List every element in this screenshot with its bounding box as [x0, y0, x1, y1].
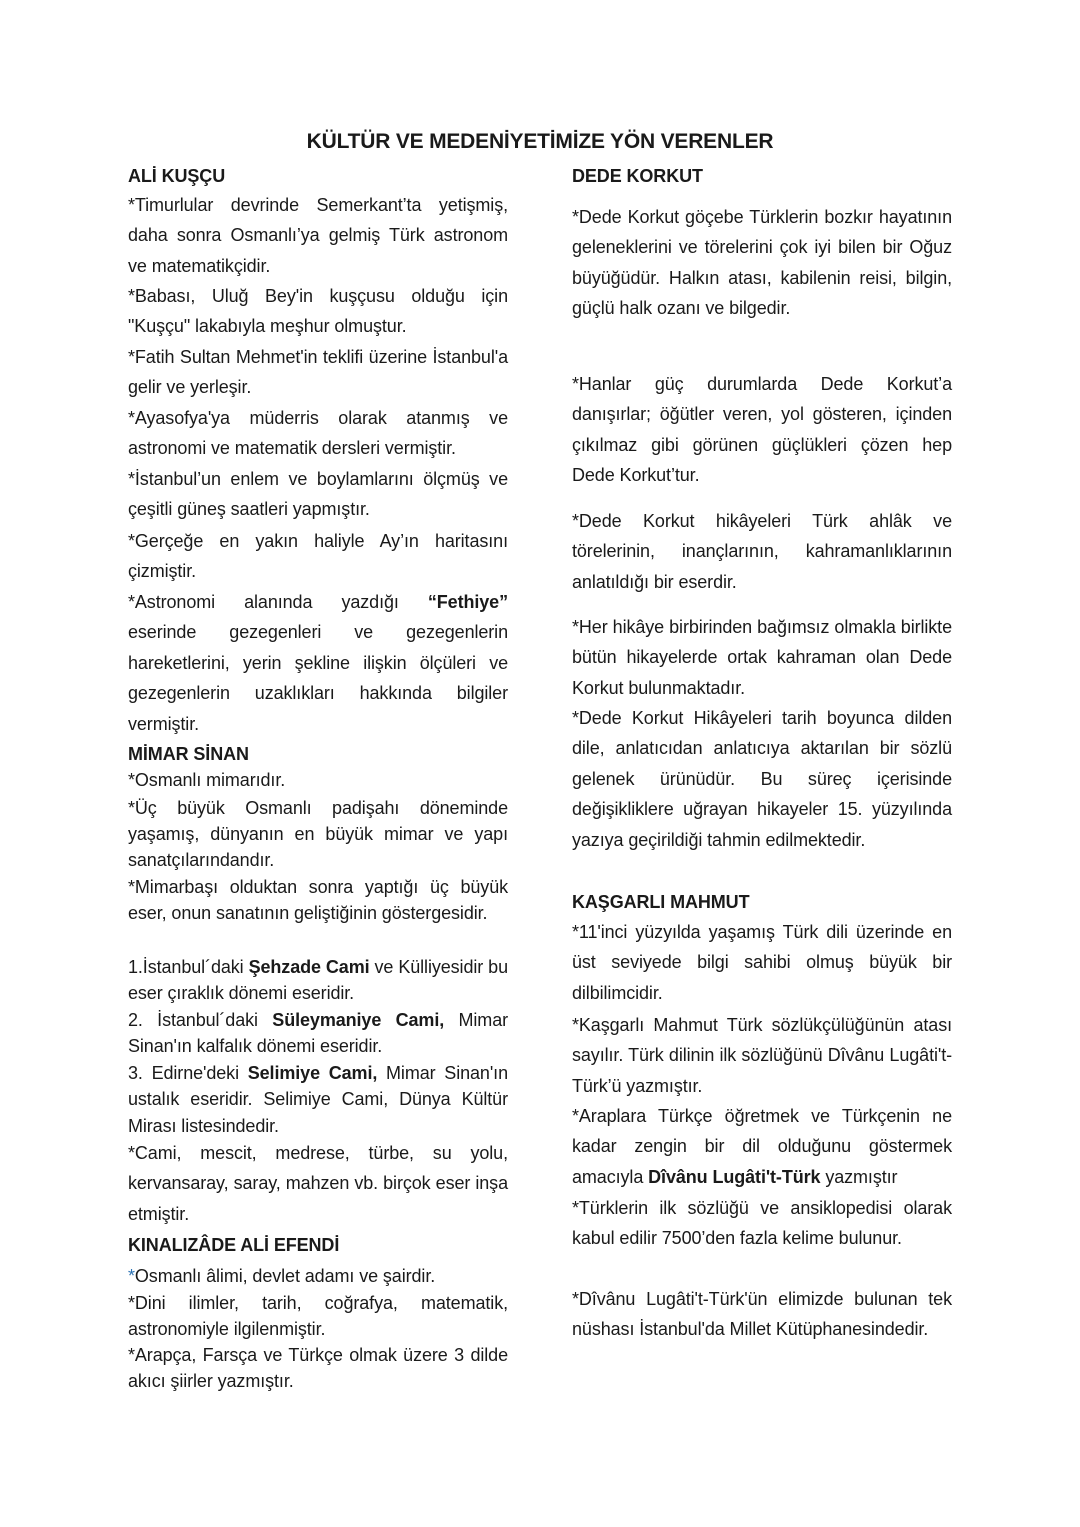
bold-text: Selimiye Cami, — [247, 1062, 378, 1083]
paragraph — [572, 1010, 952, 1102]
paragraph — [572, 1284, 952, 1345]
paragraph — [128, 281, 508, 342]
bold-text: Şehzade Cami — [248, 956, 370, 977]
text-run: *Türklerin ilk sözlüğü ve ansiklopedisi olarak kabul edilir 7500’den fazla kelime bulunur. — [572, 1197, 952, 1249]
paragraph — [572, 1193, 952, 1254]
text-run: *Mimarbaşı olduktan sonra yaptığı üç büyük eser, onun sanatının geliştiğinin göstergesidir. — [128, 876, 508, 924]
section-heading: KINALIZÂDE ALİ EFENDİ — [128, 1235, 340, 1255]
section-heading: ALİ KUŞÇU — [128, 166, 226, 186]
text-run: eserinde gezegenleri ve gezegenlerin hareketlerini, yerin şekline ilişkin ölçüleri ve gezegenlerin uzaklıkları hakkında bilgiler vermiştir. — [128, 622, 508, 734]
text-run: *Ayasofya'ya müderris olarak atanmış ve astronomi ve matematik dersleri vermiştir. — [128, 407, 508, 459]
text-run: Osmanlı âlimi, devlet adamı ve şairdir. — [134, 1265, 436, 1286]
paragraph — [572, 506, 952, 598]
paragraph — [128, 1290, 508, 1343]
text-run: *Fatih Sultan Mehmet'in teklifi üzerine İstanbul'a gelir ve yerleşir. — [128, 346, 508, 398]
paragraph — [128, 1060, 508, 1140]
paragraph — [572, 1101, 952, 1193]
text-run: *Üç büyük Osmanlı padişahı döneminde yaşamış, dünyanın en büyük mimar ve yapı sanatçılarındandır. — [128, 797, 508, 871]
text-run: ve Külliyesidir bu eser çıraklık dönemi eseridir. — [128, 956, 508, 1004]
text-run: *Dede Korkut göçebe Türklerin bozkır hayatının geleneklerini ve törelerini çok iyi bilen bir Oğuz büyüğüdür. Halkın atası, kabilenin reisi, bilgin, güçlü halk ozanı ve bilgedir. — [572, 206, 952, 319]
paragraph — [128, 587, 508, 740]
text-run: *Dede Korkut Hikâyeleri tarih boyunca dilden dile, anlatıcıdan anlatıcıya aktarılan bir sözlü gelenek ürünüdür. Bu süreç içerisinde değişikliklere uğrayan hikayeler 15. yüzyılında yazıya geçirildiği tahmin edilmektedir. — [572, 707, 952, 851]
paragraph — [128, 1007, 508, 1060]
paragraph — [128, 526, 508, 587]
text-run: Mimar Sinan'ın ustalık eseridir. Selimiye Cami, Dünya Kültür Mirası listesindedir. — [128, 1062, 508, 1136]
page-title: KÜLTÜR VE MEDENİYETİMİZE YÖN VERENLER — [306, 130, 774, 153]
text-run: yazmıştır — [820, 1166, 898, 1187]
text-run: *Her hikâye birbirinden bağımsız olmakla birlikte bütün hikayelerde ortak kahraman olan Dede Korkut bulunmaktadır. — [572, 616, 952, 698]
text-run: 3. Edirne'deki — [128, 1062, 248, 1083]
bold-text: Süleymaniye Cami, — [272, 1009, 445, 1030]
paragraph — [572, 917, 952, 1009]
text-run: *Timurlular devrinde Semerkant’ta yetişmiş, daha sonra Osmanlı’ya gelmiş Türk astronom ve matematikçidir. — [128, 194, 508, 276]
paragraph — [572, 369, 952, 491]
section-heading: DEDE KORKUT — [572, 166, 703, 186]
paragraph — [128, 874, 508, 927]
paragraph — [572, 612, 952, 704]
paragraph — [128, 464, 508, 525]
paragraph — [128, 342, 508, 403]
text-run: 2. İstanbul´daki — [128, 1009, 273, 1030]
paragraph — [572, 202, 952, 324]
bold-text: “Fethiye” — [427, 591, 508, 612]
paragraph — [128, 767, 508, 794]
text-run: *Dini ilimler, tarih, coğrafya, matematik, astronomiyle ilgilenmiştir. — [128, 1292, 508, 1340]
section-heading: KAŞGARLI MAHMUT — [572, 892, 750, 912]
text-run: *Arapça, Farsça ve Türkçe olmak üzere 3 dilde akıcı şiirler yazmıştır. — [128, 1344, 508, 1392]
text-run: *Osmanlı mimarıdır. — [128, 769, 286, 790]
text-run: *Kaşgarlı Mahmut Türk sözlükçülüğünün atası sayılır. Türk dilinin ilk sözlüğünü Dîvânu Lugâti't-Türk’ü yazmıştır. — [572, 1014, 952, 1096]
text-run: *Dede Korkut hikâyeleri Türk ahlâk ve törelerinin, inançlarının, kahramanlıklarının anlatıldığı bir eserdir. — [572, 510, 952, 592]
text-run: *Astronomi alanında yazdığı — [128, 591, 428, 612]
text-run: *Babası, Uluğ Bey'in kuşçusu olduğu için "Kuşçu" lakabıyla meşhur olmuştur. — [128, 285, 508, 337]
text-run: Mimar Sinan'ın kalfalık dönemi eseridir. — [128, 1009, 508, 1057]
paragraph — [572, 703, 952, 856]
paragraph — [128, 403, 508, 464]
text-run: *Gerçeğe en yakın haliyle Ay’ın haritasını çizmiştir. — [128, 530, 508, 582]
text-run: *Cami, mescit, medrese, türbe, su yolu, kervansaray, saray, mahzen vb. birçok eser inşa etmiştir. — [128, 1142, 508, 1224]
text-run: *11'inci yüzyılda yaşamış Türk dili üzerinde en üst seviyede bilgi sahibi olmuş büyük bir dilbilimcidir. — [572, 921, 952, 1004]
paragraph — [128, 1342, 508, 1395]
paragraph — [128, 190, 508, 282]
accent-bullet: * — [128, 1265, 135, 1286]
paragraph — [128, 795, 508, 874]
text-run: 1.İstanbul´daki — [128, 956, 249, 977]
text-run: *Hanlar güç durumlarda Dede Korkut’a danışırlar; öğütler veren, yol gösteren, içinden çıkılmaz gibi görünen güçlükleri çözen hep Dede Korkut’tur. — [572, 373, 952, 486]
paragraph — [128, 1138, 508, 1230]
text-run: *İstanbul’un enlem ve boylamlarını ölçmüş ve çeşitli güneş saatleri yapmıştır. — [128, 468, 508, 520]
text-run: *Dîvânu Lugâti't-Türk'ün elimizde bulunan tek nüshası İstanbul'da Millet Kütüphanesindedir. — [572, 1288, 952, 1340]
bold-text: Dîvânu Lugâti't-Türk — [648, 1166, 821, 1187]
paragraph — [128, 954, 508, 1007]
text-run: *Araplara Türkçe öğretmek ve Türkçenin ne kadar zengin bir dil olduğunu göstermek amacıyla — [572, 1105, 952, 1187]
paragraph — [128, 1263, 508, 1290]
section-heading: MİMAR SİNAN — [128, 744, 249, 764]
